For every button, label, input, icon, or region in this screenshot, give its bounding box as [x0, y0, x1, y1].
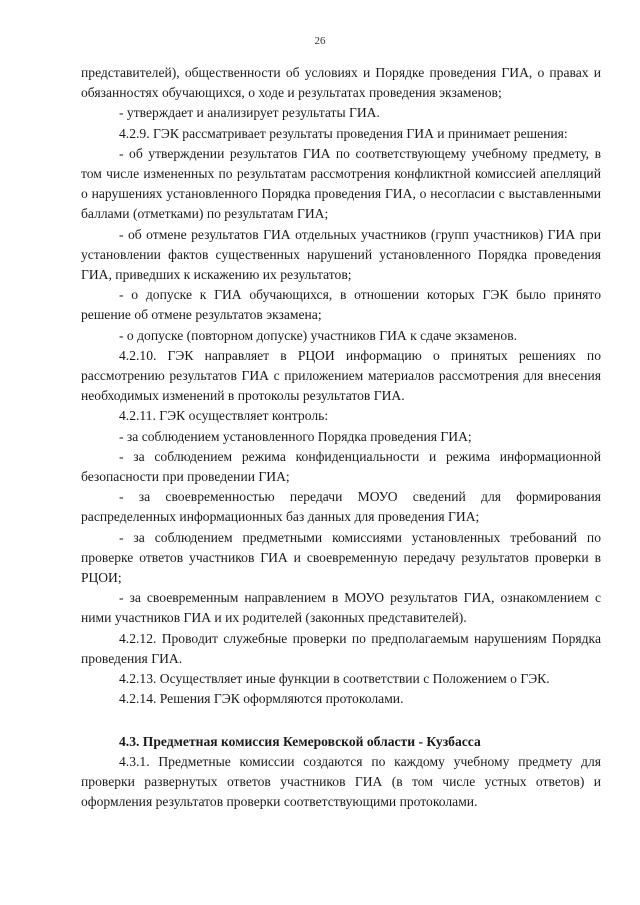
paragraph: - за соблюдением установленного Порядка проведения ГИА; — [119, 428, 472, 444]
document-body — [81, 63, 601, 812]
paragraph: 4.2.12. Проводит служебные проверки по предполагаемым нарушениям Порядка проведения ГИА. — [81, 630, 601, 666]
paragraph: 4.2.13. Осуществляет иные функции в соответствии с Положением о ГЭК. — [119, 671, 550, 687]
paragraph: - утверждает и анализирует результаты ГИА. — [119, 105, 380, 121]
section-heading: 4.3. Предметная комиссия Кемеровской области - Кузбасса — [119, 733, 481, 749]
paragraph: 4.2.10. ГЭК направляет в РЦОИ информацию о принятых решениях по рассмотрению результатов ГИА с приложением материалов рассмотрения для внесения необходимых изменений в протоколы результатов ГИА. — [81, 347, 601, 404]
paragraph: - за своевременным направлением в МОУО результатов ГИА, ознакомлением с ними участников ГИА и их родителей (законных представителей). — [81, 590, 601, 626]
paragraph: 4.2.11. ГЭК осуществляет контроль: — [119, 408, 329, 424]
paragraph-continuation: представителей), общественности об условиях и Порядке проведения ГИА, о правах и обязанностях обучающихся, о ходе и результатах проведения экзаменов; — [81, 65, 601, 101]
paragraph: 4.2.9. ГЭК рассматривает результаты проведения ГИА и принимает решения: — [119, 125, 568, 141]
page-number: 26 — [314, 35, 326, 47]
paragraph: 4.3.1. Предметные комиссии создаются по каждому учебному предмету для проверки развернутых ответов участников ГИА (в том числе устных ответов) и оформления результатов проверки соответствующими протоколами. — [81, 753, 601, 810]
paragraph: - за соблюдением режима конфиденциальности и режима информационной безопасности при проведении ГИА; — [81, 448, 601, 485]
paragraph: - об утверждении результатов ГИА по соответствующему учебному предмету, в том числе измененных по результатам рассмотрения конфликтной комиссией апелляций о нарушениях установленного Порядка проведения ГИА, о несогласии с выставленными баллами (отметками) по результатам ГИА; — [81, 145, 601, 222]
paragraph: - за соблюдением предметными комиссиями установленных требований по проверке ответов участников ГИА и своевременную передачу результатов проверки в РЦОИ; — [81, 529, 601, 586]
paragraph: - за своевременностью передачи МОУО сведений для формирования распределенных информационных баз данных для проведения ГИА; — [81, 489, 601, 525]
paragraph: - о допуске к ГИА обучающихся, в отношении которых ГЭК было принято решение об отмене результатов экзамена; — [81, 287, 601, 323]
paragraph: 4.2.14. Решения ГЭК оформляются протоколами. — [119, 691, 404, 707]
paragraph: - об отмене результатов ГИА отдельных участников (групп участников) ГИА при установлении фактов существенных нарушений установленного Порядка проведения ГИА, приведших к искажению их результатов; — [81, 226, 601, 283]
paragraph: - о допуске (повторном допуске) участников ГИА к сдаче экзаменов. — [119, 327, 518, 343]
